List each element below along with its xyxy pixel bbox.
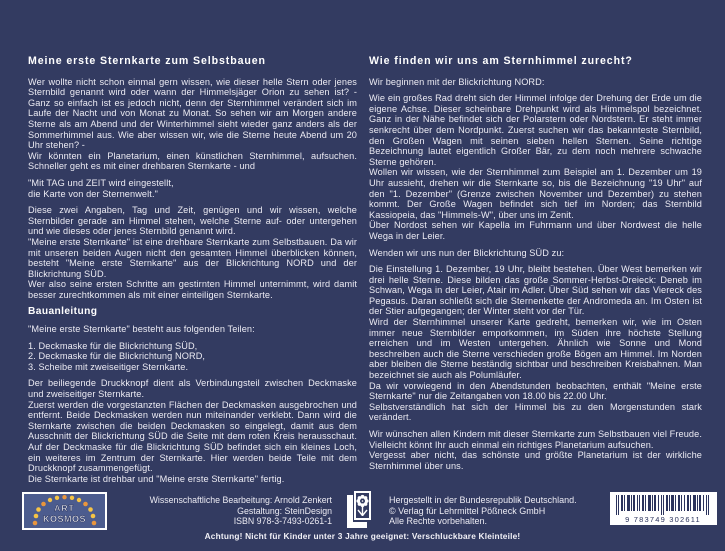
credits-block xyxy=(118,495,332,527)
paragraph: Der beiliegende Druckknopf dient als Verbindungsteil zwischen Deckmaske und zweiseitiger Sternkarte. xyxy=(28,378,357,400)
quote-line: die Karte von der Sternenwelt." xyxy=(28,188,158,199)
paragraph: Wir wünschen allen Kindern mit dieser Sternkarte zum Selbstbauen viel Freude. Vielleicht könnt Ihr auch einmal ein richtiges Planetarium aufsuchen. xyxy=(369,429,702,450)
quote-line: "Mit TAG und ZEIT wird eingestellt, xyxy=(28,177,174,188)
art-kosmos-logo xyxy=(22,492,107,535)
list-item: 3. Scheibe mit zweiseitiger Sternkarte. xyxy=(28,361,189,372)
paragraph: "Meine erste Sternkarte" besteht aus folgenden Teilen: xyxy=(28,324,255,335)
paragraph: Wenden wir uns nun der Blickrichtung SÜD zu: xyxy=(369,247,565,258)
subheading-bauanleitung: Bauanleitung xyxy=(28,306,98,318)
credit-line: Wissenschaftliche Bearbeitung: Arnold Zenkert xyxy=(149,495,332,505)
rights-line: Alle Rechte vorbehalten. xyxy=(389,516,488,527)
right-column-title: Wie finden wir uns am Sternhimmel zurecht? xyxy=(369,55,633,67)
lehrmittel-publisher-logo xyxy=(344,490,372,535)
paragraph: Wir könnten ein Planetarium, einen künstlichen Sternhimmel, aufsuchen. Schneller geht es mit einer drehbaren Sternkarte - und xyxy=(28,150,357,172)
paragraph: Über Nordost sehen wir Kapella im Fuhrmann und über Nordwest die helle Wega in der Leier. xyxy=(369,220,702,241)
paragraph: Vergesst aber nicht, das schönste und größte Planetarium ist der wirkliche Sternhimmel über uns. xyxy=(369,450,702,471)
copyright-line: © Verlag für Lehrmittel Pößneck GmbH xyxy=(389,505,546,516)
left-column-title: Meine erste Sternkarte zum Selbstbauen xyxy=(28,55,266,67)
paragraph: "Meine erste Sternkarte" ist eine drehbare Sternkarte zum Selbstbauen. Da wir mit unseren beiden Augen nicht den gesamten Himmel überblicken können, besteht "Meine erste Sternkarte" aus der Blickrichtung NORD und der Blickrichtung SÜD. xyxy=(28,236,357,279)
paragraph: Wird der Sternhimmel unserer Karte gedreht, bemerken wir, wie im Osten immer neue Sternbilder emporkommen, im Süden ihre höchste Stellung erreichen und im Westen untergehen. Ähnlich wie Sonne und Mond beschreiben auch die Sterne verschieden große Bögen am Himmel. Im Norden aber bleiben die Sterne beständig sichtbar und beschreiben Kreisbahnen. Man bezeichnet sie auch als Polumläufer. xyxy=(369,317,702,381)
barcode-icon xyxy=(610,492,717,525)
paragraph: Da wir vorwiegend in den Abendstunden beobachten, enthält "Meine erste Sternkarte" nur die Zeitangaben von 18.00 bis 22.00 Uhr. xyxy=(369,380,702,402)
paragraph: Wollen wir wissen, wie der Sternhimmel zum Beispiel am 1. Dezember um 19 Uhr aussieht, drehen wir die Sternkarte so, bis die Bezeichnung "19 Uhr" auf den "1. Dezember" (Grenze zwischen November und Dezember) zu stehen kommt. Der Große Wagen befindet sich tief im Norden; das Sternbild Kassiopeia, das "Himmels-W", über uns im Zenit. xyxy=(369,167,702,220)
paragraph: Die Sternkarte ist drehbar und "Meine erste Sternkarte" fertig. xyxy=(28,473,285,484)
art-logo-text: ART xyxy=(54,503,75,513)
barcode-digits: 9 783749 302611 xyxy=(625,515,701,524)
ean-barcode xyxy=(610,492,717,530)
isbn-line: ISBN 978-3-7493-0261-1 xyxy=(233,516,332,527)
paragraph: Wer also seine ersten Schritte am gestirnten Himmel unternimmt, wird damit besser zurechtkommen als mit einer einteiligen Sternkarte. xyxy=(28,279,357,300)
paragraph: Wir beginnen mit der Blickrichtung NORD: xyxy=(369,76,545,87)
paragraph: Wie ein großes Rad dreht sich der Himmel infolge der Drehung der Erde um die eigene Achse. Dieser scheinbare Drehpunkt wird als Himmelspol bezeichnet. Ganz in der Nähe befindet sich der Polarstern oder Nordstern. Er steht immer senkrecht über dem Nordpunkt. Zuerst suchen wir das bekannteste Sternbild, den Großen Wagen mit seinen sieben hellen Sternen. Seine richtige Bezeichnung lautet eigentlich Großer Bär, zu dem noch mehrere schwache Sterne gehören. xyxy=(369,93,702,167)
publisher-block xyxy=(389,495,619,527)
right-column xyxy=(369,56,702,471)
safety-warning: Achtung! Nicht für Kinder unter 3 Jahre geeignet: Verschluckbare Kleinteile! xyxy=(204,531,521,541)
paragraph: Zuerst werden die vorgestanzten Flächen der Deckmasken ausgebrochen und entfernt. Beide Deckmasken werden nun miteinander verklebt. Dann wird die Sternkarte zwischen die beiden Deckmasken so eingelegt, damit aus dem Ausschnitt der Blickrichtung SÜD die Seite mit dem roten Kreis herausschaut. Auf der Deckmaske für die Blickrichtung SÜD befindet sich ein kleines Loch, ein weiteres im Zentrum der Sternkarte. Hier werden beide Teile mit dem Druckknopf zusammengefügt. xyxy=(28,399,357,474)
paragraph: Die Einstellung 1. Dezember, 19 Uhr, bleibt bestehen. Über West bemerken wir drei helle Sterne. Diese bilden das große Sommer-Herbst-Dreieck: Deneb im Schwan, Wega in der Leier, Atair im Adler. Über Süd sehen wir das Viereck des Pegasus. Daran schließt sich die Sternenkette der Andromeda an. Im Osten ist der Stier aufgegangen; der Winter steht vor der Tür. xyxy=(369,264,702,317)
paragraph: Wer wollte nicht schon einmal gern wissen, wie dieser helle Stern oder jenes Sternbild genannt wird oder wann der Himmelsjäger Orion zu sehen ist? - Ganz so einfach ist es jedoch nicht, denn der Sternhimmel verändert sich im Laufe der Nacht und von Monat zu Monat. So sehen wir am Morgen andere Sterne als am Abend und der Winterhimmel sieht wieder ganz anders als der Sommerhimmel aus. Wie aber wissen wir, wie die Sterne heute Abend um 20 Uhr stehen? - xyxy=(28,76,357,151)
paragraph: Selbstverständlich hat sich der Himmel bis zu den Morgenstunden stark verändert. xyxy=(369,401,702,423)
list-item: 1. Deckmaske für die Blickrichtung SÜD, xyxy=(28,340,198,351)
list-item: 2. Deckmaske für die Blickrichtung NORD, xyxy=(28,351,206,362)
left-column xyxy=(28,56,357,484)
credit-line: Gestaltung: SteinDesign xyxy=(237,505,332,516)
art-kosmos-badge-icon xyxy=(22,492,107,530)
made-in-line: Hergestellt in der Bundesrepublik Deutschland. xyxy=(389,495,577,505)
book-flower-icon xyxy=(344,490,372,530)
paragraph: Diese zwei Angaben, Tag und Zeit, genügen und wir wissen, welche Sternbilder gerade am Himmel stehen, welche Sterne auf- oder untergehen und wie dieses oder jenes Sternbild genannt wird. xyxy=(28,205,357,237)
kosmos-logo-text: KOSMOS xyxy=(42,514,87,524)
